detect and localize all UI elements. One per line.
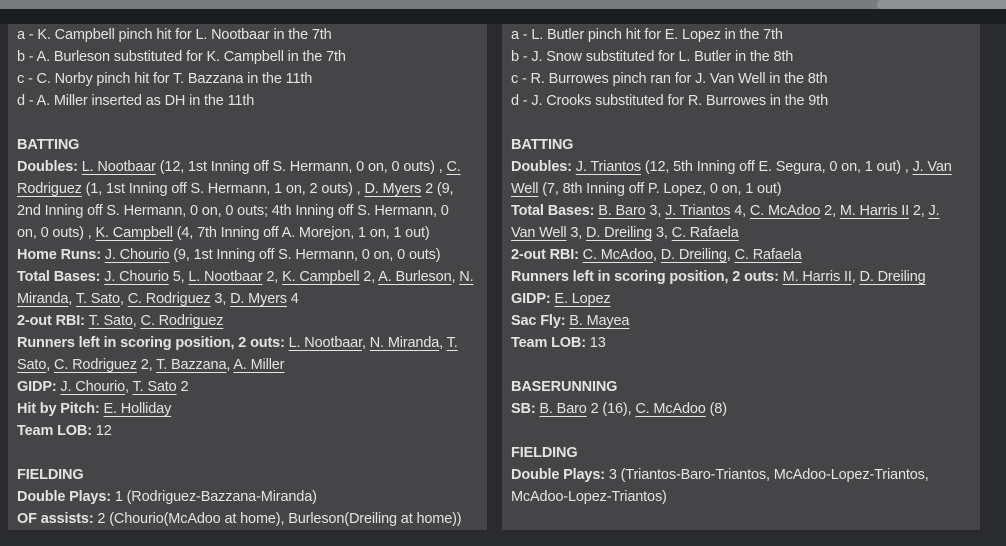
player-link[interactable]: L. Nootbaar	[81, 159, 156, 175]
player-link[interactable]: D. Dreiling	[586, 225, 653, 241]
text-segment: 3,	[645, 203, 666, 219]
player-link[interactable]: Sato	[17, 357, 47, 373]
stat-label: OF assists:	[17, 511, 98, 527]
stat-label: Sac Fly:	[511, 313, 570, 329]
stat-line	[17, 24, 478, 46]
text-segment: (8)	[705, 401, 727, 417]
player-link[interactable]: Well	[511, 181, 539, 197]
stat-line	[511, 222, 971, 244]
text-segment: 5,	[168, 269, 189, 285]
stat-label: FIELDING	[511, 445, 578, 461]
spacer-line	[511, 354, 971, 376]
text-segment: ,	[851, 269, 860, 285]
player-link[interactable]: T. Bazzana	[156, 357, 227, 373]
spacer-line	[17, 112, 478, 134]
stat-label: BATTING	[17, 137, 80, 153]
stat-line	[511, 24, 971, 46]
text-segment: d - A. Miller inserted as DH in the 11th	[17, 93, 255, 109]
text-segment: b - J. Snow substituted for L. Butler in the 8th	[511, 49, 794, 65]
text-segment: 2 (9,	[421, 181, 454, 197]
player-link[interactable]: K. Campbell	[95, 225, 173, 241]
text-segment: 1 (Rodriguez-Bazzana-Miranda)	[114, 489, 317, 505]
text-segment: 2 (Chourio(McAdoo at home), Burleson(Dreiling at home))	[97, 511, 462, 527]
stat-line	[17, 464, 478, 486]
stat-line	[511, 464, 971, 486]
player-link[interactable]: J. Van	[912, 159, 952, 175]
player-link[interactable]: B. Baro	[539, 401, 587, 417]
text-segment: (12, 5th Inning off E. Segura, 0 on, 1 out) ,	[640, 159, 913, 175]
stat-label: Doubles:	[17, 159, 82, 175]
stat-label: Team LOB:	[17, 423, 96, 439]
top-divider-strip	[0, 9, 1006, 24]
player-link[interactable]: C. McAdoo	[749, 203, 821, 219]
stat-line	[17, 90, 478, 112]
player-link[interactable]: B. Mayea	[569, 313, 630, 329]
stat-line	[17, 354, 478, 376]
player-link[interactable]: J. Triantos	[665, 203, 731, 219]
text-segment: 2,	[820, 203, 840, 219]
stat-line	[17, 68, 478, 90]
text-segment: 13	[589, 335, 606, 351]
stat-line	[511, 442, 971, 464]
stat-line	[17, 332, 478, 354]
stat-label: Team LOB:	[511, 335, 590, 351]
stat-label: 2-out RBI:	[17, 313, 89, 329]
player-link[interactable]: Rodriguez	[17, 181, 82, 197]
player-link[interactable]: C. McAdoo	[582, 247, 654, 263]
stat-line	[17, 222, 478, 244]
player-link[interactable]: M. Harris II	[839, 203, 909, 219]
text-segment: 3,	[210, 291, 231, 307]
stat-line	[511, 310, 971, 332]
text-segment: 2 (16),	[586, 401, 636, 417]
home-box-notes-panel	[502, 24, 980, 530]
text-segment: c - R. Burrowes pinch ran for J. Van Well in the 8th	[511, 71, 828, 87]
text-segment: ,	[125, 379, 133, 395]
top-bar	[0, 0, 1006, 9]
stat-label: GIDP:	[511, 291, 555, 307]
player-link[interactable]: C. McAdoo	[635, 401, 706, 417]
text-segment: ,	[439, 335, 447, 351]
stat-line	[511, 90, 971, 112]
text-segment: (7, 8th Inning off P. Lopez, 0 on, 1 out)	[538, 181, 782, 197]
stat-line	[511, 156, 971, 178]
stat-label: 2-out RBI:	[511, 247, 583, 263]
stat-label: Total Bases:	[511, 203, 599, 219]
text-segment: ,	[726, 247, 735, 263]
player-link[interactable]: A. Burleson	[378, 269, 452, 285]
stat-line	[17, 46, 478, 68]
player-link[interactable]: K. Campbell	[282, 269, 360, 285]
text-segment: ,	[132, 313, 141, 329]
away-box-notes-panel	[8, 24, 487, 530]
spacer-line	[17, 442, 478, 464]
text-segment: ,	[451, 269, 460, 285]
player-link[interactable]: Miranda	[17, 291, 69, 307]
text-segment: 2,	[359, 269, 379, 285]
text-segment: 4,	[730, 203, 750, 219]
stat-line	[511, 332, 971, 354]
stat-line	[17, 508, 478, 530]
stat-label: Runners left in scoring position, 2 outs:	[511, 269, 783, 285]
text-segment: 4	[286, 291, 299, 307]
player-link[interactable]: B. Baro	[598, 203, 646, 219]
stat-label: Hit by Pitch:	[17, 401, 104, 417]
text-segment: a - K. Campbell pinch hit for L. Nootbaar in the 7th	[17, 27, 332, 43]
text-segment: 2,	[262, 269, 283, 285]
player-link[interactable]: J.	[928, 203, 940, 219]
stat-line	[17, 200, 478, 222]
player-link[interactable]: C. Rafaela	[734, 247, 802, 263]
text-segment: ,	[653, 247, 661, 263]
stat-line	[511, 46, 971, 68]
stat-line	[511, 134, 971, 156]
player-link[interactable]: N.	[459, 269, 474, 285]
player-link[interactable]: J. Chourio	[104, 247, 170, 263]
stat-label: BASERUNNING	[511, 379, 618, 395]
stat-line	[17, 266, 478, 288]
text-segment: a - L. Butler pinch hit for E. Lopez in the 7th	[511, 27, 783, 43]
player-link[interactable]: T. Sato	[88, 313, 133, 329]
player-link[interactable]: D. Myers	[364, 181, 422, 197]
stat-line	[17, 420, 478, 442]
player-link[interactable]: C. Rodriguez	[54, 357, 137, 373]
text-segment: ,	[46, 357, 54, 373]
text-segment: ,	[226, 357, 234, 373]
player-link[interactable]: E. Holliday	[103, 401, 172, 417]
stat-label: Total Bases:	[17, 269, 105, 285]
text-segment: on, 0 outs) ,	[17, 225, 96, 241]
text-segment: McAdoo-Lopez-Triantos)	[511, 489, 667, 505]
player-link[interactable]: C. Rodriguez	[127, 291, 211, 307]
stat-line	[17, 398, 478, 420]
stat-line	[511, 68, 971, 90]
text-segment: (4, 7th Inning off A. Morejon, 1 on, 1 out)	[172, 225, 430, 241]
text-segment: ,	[68, 291, 76, 307]
player-link[interactable]: Van Well	[511, 225, 567, 241]
player-link[interactable]: T. Sato	[132, 379, 177, 395]
stat-line	[17, 486, 478, 508]
player-link[interactable]: E. Lopez	[554, 291, 611, 307]
text-segment: 12	[95, 423, 112, 439]
stat-line	[17, 310, 478, 332]
text-segment: ,	[361, 335, 370, 351]
player-link[interactable]: A. Miller	[233, 357, 285, 373]
player-link[interactable]: D. Dreiling	[859, 269, 926, 285]
player-link[interactable]: L. Nootbaar	[188, 269, 263, 285]
text-segment: d - J. Crooks substituted for R. Burrowes in the 9th	[511, 93, 828, 109]
stat-line	[511, 266, 971, 288]
spacer-line	[511, 420, 971, 442]
player-link[interactable]: T.	[446, 335, 458, 351]
text-segment: 3 (Triantos-Baro-Triantos, McAdoo-Lopez-Triantos,	[608, 467, 929, 483]
player-link[interactable]: C. Rafaela	[671, 225, 739, 241]
stat-label: Double Plays:	[17, 489, 115, 505]
player-link[interactable]: J. Chourio	[60, 379, 126, 395]
spacer-line	[511, 112, 971, 134]
text-segment: ,	[119, 291, 128, 307]
stat-label: SB:	[511, 401, 540, 417]
stat-line	[511, 376, 971, 398]
player-link[interactable]: C. Rodriguez	[140, 313, 224, 329]
stat-label: Doubles:	[511, 159, 576, 175]
text-segment: 2,	[136, 357, 157, 373]
player-link[interactable]: D. Myers	[230, 291, 287, 307]
stat-label: Runners left in scoring position, 2 outs:	[17, 335, 289, 351]
stat-line	[17, 376, 478, 398]
text-segment: 2,	[908, 203, 929, 219]
stat-line	[17, 156, 478, 178]
player-link[interactable]: C.	[446, 159, 461, 175]
player-link[interactable]: N. Miranda	[369, 335, 440, 351]
stat-line	[511, 244, 971, 266]
stat-line	[511, 288, 971, 310]
stat-line	[511, 486, 971, 508]
stat-line	[17, 288, 478, 310]
player-link[interactable]: J. Chourio	[104, 269, 169, 285]
text-segment: c - C. Norby pinch hit for T. Bazzana in the 11th	[17, 71, 313, 87]
text-segment: (12, 1st Inning off S. Hermann, 0 on, 0 outs) ,	[155, 159, 447, 175]
stat-label: Home Runs:	[17, 247, 105, 263]
horizontal-scrollbar-thumb[interactable]	[877, 0, 1006, 9]
stat-label: Double Plays:	[511, 467, 609, 483]
player-link[interactable]: J. Triantos	[575, 159, 641, 175]
player-link[interactable]: T. Sato	[75, 291, 120, 307]
stat-label: BATTING	[511, 137, 574, 153]
text-segment: 2nd Inning off S. Hermann, 0 on, 0 outs; 4th Inning off S. Hermann, 0	[17, 203, 449, 219]
text-segment: (1, 1st Inning off S. Hermann, 1 on, 2 outs) ,	[81, 181, 365, 197]
stat-line	[17, 134, 478, 156]
text-segment: 2	[176, 379, 189, 395]
text-segment: 3,	[566, 225, 587, 241]
stat-line	[511, 398, 971, 420]
stat-line	[511, 200, 971, 222]
text-segment: 3,	[652, 225, 672, 241]
stat-line	[17, 244, 478, 266]
stat-label: FIELDING	[17, 467, 84, 483]
stat-label: GIDP:	[17, 379, 61, 395]
text-segment: b - A. Burleson substituted for K. Campbell in the 7th	[17, 49, 346, 65]
stat-line	[17, 178, 478, 200]
text-segment: (9, 1st Inning off S. Hermann, 0 on, 0 outs)	[169, 247, 441, 263]
player-link[interactable]: L. Nootbaar	[288, 335, 362, 351]
player-link[interactable]: D. Dreiling	[660, 247, 727, 263]
player-link[interactable]: M. Harris II	[782, 269, 852, 285]
stat-line	[511, 178, 971, 200]
